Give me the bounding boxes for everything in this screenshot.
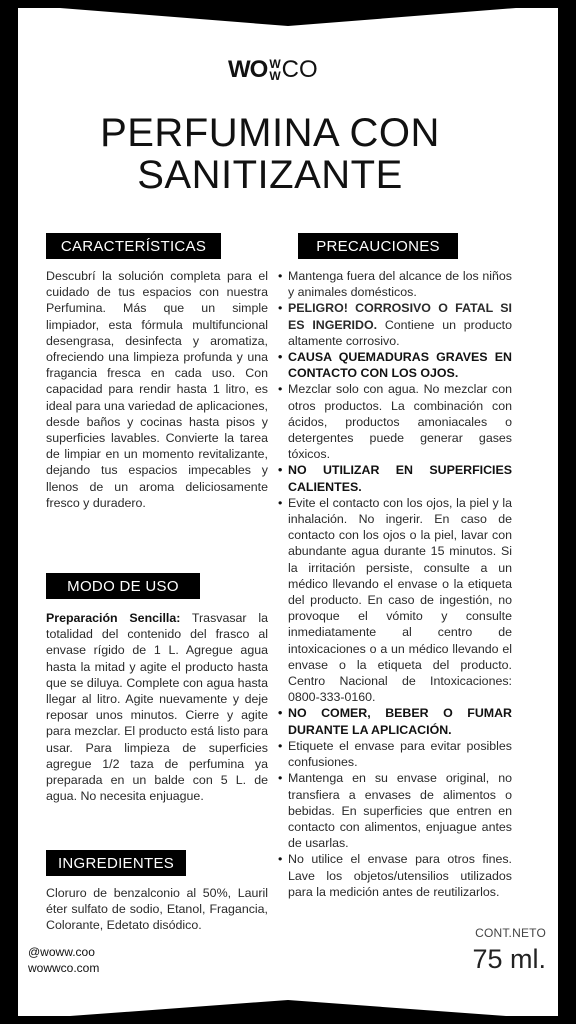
- precaucion-item: [278, 349, 512, 381]
- modo-de-uso-text: [46, 610, 268, 804]
- precaucion-bold: PELIGRO! CORROSIVO O FATAL SI ES INGERIDO.: [288, 301, 512, 332]
- logo-stacked-w: [269, 58, 280, 82]
- precaucion-bold: NO COMER, BEBER O FUMAR DURANTE LA APLICACIÓN.: [288, 706, 512, 737]
- logo-letter-w: W: [228, 56, 250, 83]
- website-url: wowwco.com: [28, 961, 100, 975]
- product-title: PERFUMINA CON SANITIZANTE: [100, 111, 440, 197]
- precaucion-item: [278, 268, 512, 300]
- caracteristicas-text: Descubrí la solución completa para el cuidado de tus espacios con nuestra Perfumina. Más que un simple limpiador, esta fórmula multifuncional desengrasa, desinfecta y aromatiza, ofreciendo una limpieza profunda y una fragancia fresca en cada uso. Con capacidad para rendir hasta 1 litro, es ideal para una variedad de aplicaciones, desde baños y cocinas hasta pisos y superficies lavables. Convierte la tarea de limpiar en un momento revitalizante, dejando tus espacios impecables y llenos de un aroma deliciosamente fresco y duradero.: [46, 269, 268, 510]
- precauciones-list: [278, 268, 512, 900]
- precaucion-bold: CAUSA QUEMADURAS GRAVES EN CONTACTO CON LOS OJOS.: [288, 350, 512, 381]
- ingredientes-text: Cloruro de benzalconio al 50%, Lauril éter sulfato de sodio, Etanol, Fragancia, Colorante, Edetato disódico.: [46, 886, 268, 933]
- logo-letter-o: O: [249, 56, 269, 83]
- precaucion-text: Mezclar solo con agua. No mezclar con otros productos. La combinación con ácidos, productos amoniacales o detergentes puede generar gases tóxicos.: [288, 382, 512, 462]
- precaucion-item: [278, 851, 512, 900]
- precaucion-text: Mantenga fuera del alcance de los niños y animales domésticos.: [288, 269, 512, 300]
- precaucion-item: [278, 738, 512, 770]
- ingredientes-heading: INGREDIENTES: [46, 850, 186, 876]
- logo-stack-bottom: W: [269, 69, 281, 83]
- modo-de-uso-heading: MODO DE USO: [46, 573, 200, 599]
- precaucion-text: Contiene un producto altamente corrosivo.: [288, 317, 512, 348]
- social-block: [28, 944, 99, 976]
- precaucion-item: [278, 705, 512, 737]
- precaucion-text: Etiquete el envase para evitar posibles confusiones.: [288, 738, 512, 770]
- modo-de-uso-lead: Preparación Sencilla:: [46, 611, 181, 625]
- precaucion-item: [278, 300, 512, 349]
- brand-logo: [228, 48, 318, 82]
- precauciones-heading: PRECAUCIONES: [298, 233, 458, 259]
- precaucion-item: [278, 495, 512, 706]
- precaucion-text: No utilice el envase para otros fines. Lave los objetos/utensilios utilizados para la medición antes de reutilizarlos.: [288, 852, 512, 899]
- logo-stack-top: W: [269, 57, 281, 71]
- logo-letters-co: CO: [281, 56, 318, 83]
- caracteristicas-heading: CARACTERÍSTICAS: [46, 233, 221, 259]
- net-content-label: CONT.NETO: [475, 926, 546, 940]
- modo-de-uso-body: Trasvasar la totalidad del contenido del frasco al envase rígido de 1 L. Agregue agua hasta la mitad y agite el producto hasta que se diluya. Complete con agua hasta llegar al litro. Agite nuevamente y deje reposar unos minutos. Cierre y agite para mezclar. El producto está listo para usar. Para limpieza de superficies agregue 1/2 taza de perfumina ya preparada en un balde con 5 L. de agua. No necesita enjuague.: [46, 611, 268, 804]
- precaucion-bold: NO UTILIZAR EN SUPERFICIES CALIENTES.: [288, 463, 512, 494]
- precaucion-text: Evite el contacto con los ojos, la piel y la inhalación. No ingerir. En caso de contacto con los ojos o la piel, lavar con abundante agua durante 15 minutos. Si la irritación persiste, consulte a un médico llevando el envase o la etiqueta del producto. En caso de ingestión, no provoque el vómito y consulte inmediatamente al centro de intoxicaciones o a un médico llevando el envase o la etiqueta del producto. Centro Nacional de Intoxicaciones: 0800-333-0160.: [288, 495, 512, 705]
- instagram-handle: @woww.coo: [28, 945, 95, 959]
- net-content-value: 75 ml.: [472, 944, 546, 974]
- precaucion-item: [278, 381, 512, 462]
- precaucion-item: [278, 770, 512, 851]
- precaucion-text: Mantenga en su envase original, no transfiera a envases de alimentos o bebidas. En superficies que entren en contacto con alimentos, enjuague antes de usarlas.: [288, 771, 512, 851]
- precaucion-item: [278, 462, 512, 494]
